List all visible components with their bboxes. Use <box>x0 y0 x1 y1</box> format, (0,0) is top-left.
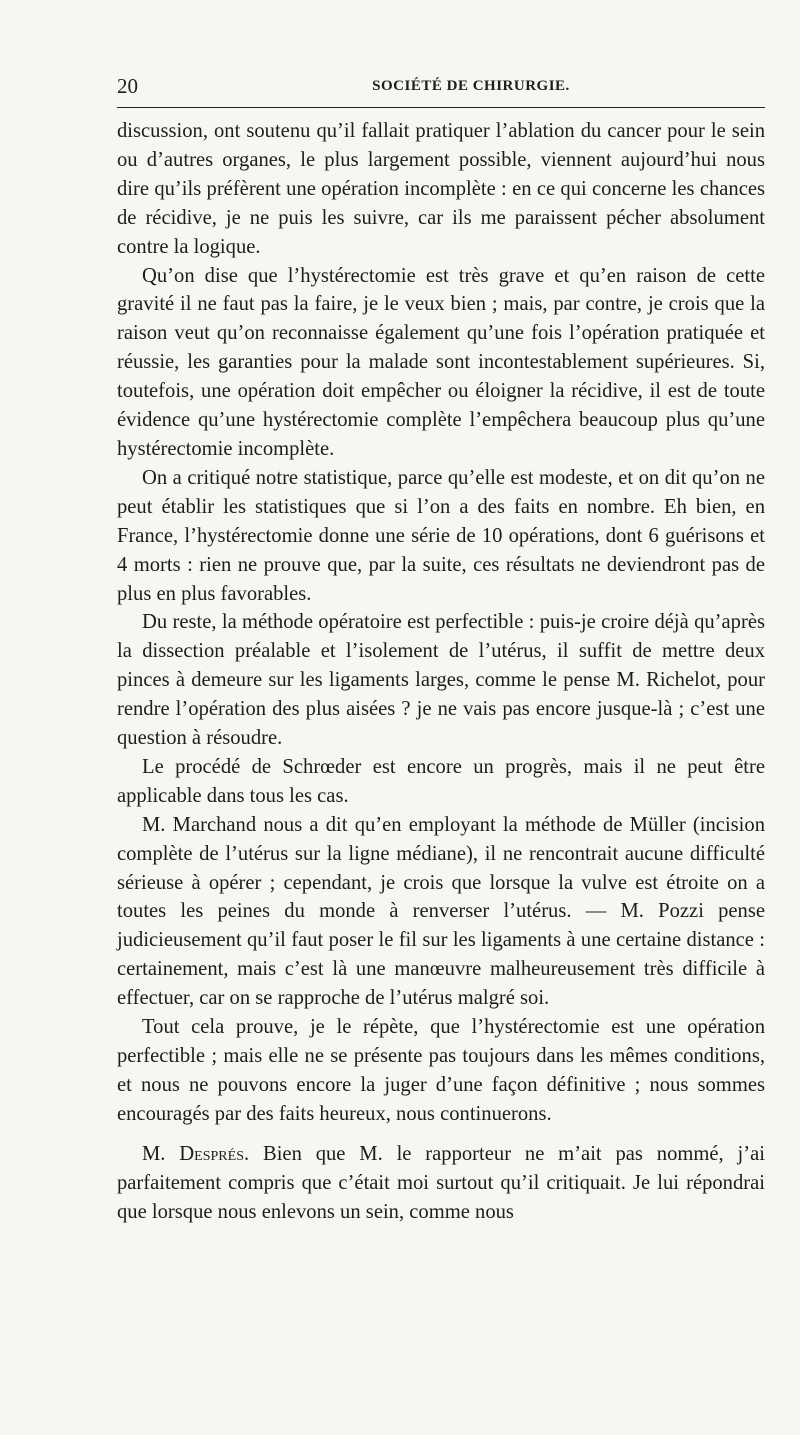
paragraph-schroeder-procedure: Le procédé de Schrœder est encore un progrès, mais il ne peut être applicable dans tous les cas. <box>117 755 765 807</box>
page-number: 20 <box>117 74 138 98</box>
speech-text: Bien que M. le rapporteur ne m’ait pas nommé, j’ai parfaitement compris que c’était moi surtout qu’il critiquait. Je lui répondrai que lorsque nous enlevons un sein, comme nous <box>117 1142 765 1223</box>
running-title: SOCIÉTÉ DE CHIRURGIE. <box>372 78 570 94</box>
paragraph-perfectible-operation: Tout cela prouve, je le répète, que l’hystérectomie est une opération perfectible ; mais elle ne se présente pas toujours dans les mêmes conditions, et nous ne pouvons encore la juger d’une façon définitive ; nous sommes encouragés par des faits heureux, nous continuerons. <box>117 1016 765 1125</box>
page-header <box>117 72 765 100</box>
paragraph-statistics: On a critiqué notre statistique, parce qu’elle est modeste, et on dit qu’on ne peut établir les statistiques que si l’on a des faits en nombre. Eh bien, en France, l’hystérectomie donne une série de 10 opérations, dont 6 guérisons et 4 morts : rien ne prouve que, par la suite, ces résultats ne deviendront pas de plus en plus favorables. <box>117 466 765 605</box>
header-rule <box>117 107 765 108</box>
paragraph-despres-speech <box>117 1140 765 1227</box>
paragraph-marchand-muller: M. Marchand nous a dit qu’en employant la méthode de Müller (incision complète de l’utérus sur la ligne médiane), il ne rencontrait aucune difficulté sérieuse à opérer ; cependant, je crois que lorsque la vulve est étroite on a toutes les peines du monde à renverser l’utérus. — M. Pozzi pense judicieusement qu’il faut poser le fil sur les ligaments à une certaine distance : certainement, mais c’est là une manœuvre malheureusement très difficile à effectuer, car on se rapproche de l’utérus malgré soi. <box>117 813 765 1010</box>
paragraph-hysterectomy-gravity: Qu’on dise que l’hystérectomie est très grave et qu’en raison de cette gravité il ne faut pas la faire, je le veux bien ; mais, par contre, je crois que la raison veut qu’on reconnaisse également qu’une fois l’opération pratiquée et réussie, les garanties pour la malade sont incontestablement supérieures. Si, toutefois, une opération doit empêcher ou éloigner la récidive, il est de toute évidence qu’une hystérectomie complète l’empêchera beaucoup plus qu’une hystérectomie incomplète. <box>117 264 765 460</box>
paragraph-continuation: discussion, ont soutenu qu’il fallait pratiquer l’ablation du cancer pour le sein ou d’autres organes, le plus largement possible, viennent aujourd’hui nous dire qu’ils préfèrent une opération incomplète : en ce qui concerne les chances de récidive, je ne puis les suivre, car ils me paraissent pécher absolument contre la logique. <box>117 120 765 258</box>
paragraph-operative-method: Du reste, la méthode opératoire est perfectible : puis-je croire déjà qu’après la dissection préalable et l’isolement de l’utérus, il suffit de mettre deux pinces à demeure sur les ligaments larges, comme le pense M. Richelot, pour rendre l’opération des plus aisées ? je ne vais pas encore jusque-là ; c’est une question à résoudre. <box>117 611 765 750</box>
body-text <box>117 117 765 1226</box>
speaker-name: M. Després. <box>142 1142 250 1165</box>
